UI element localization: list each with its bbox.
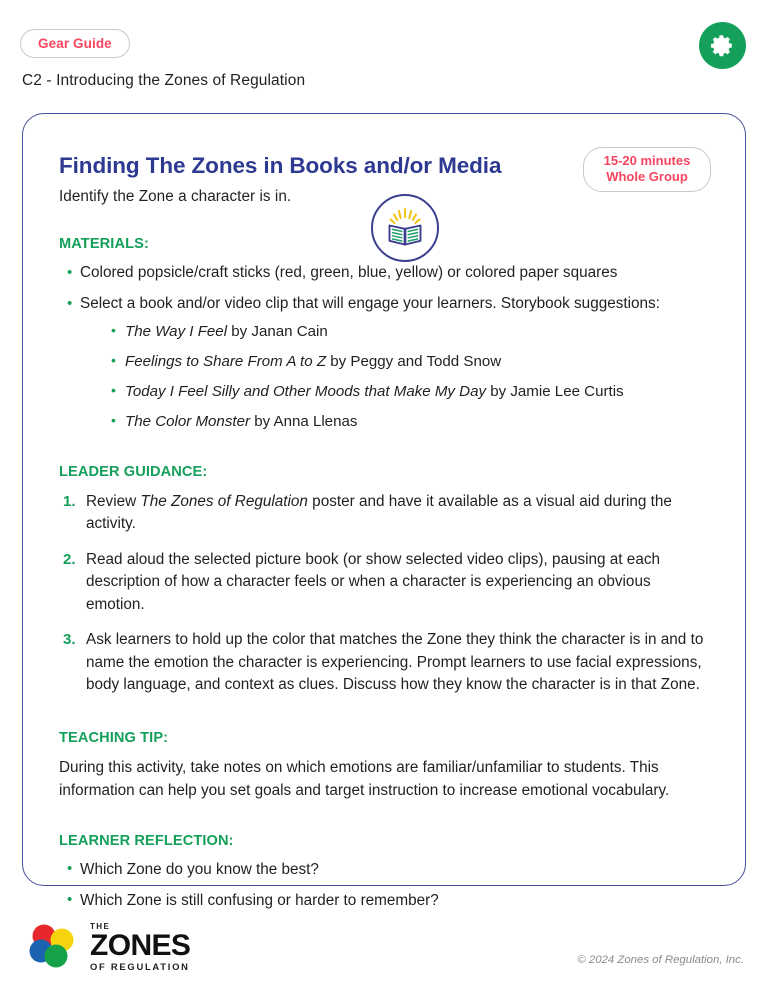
list-item: • Which Zone is still confusing or harder to remember? (59, 890, 709, 912)
list-item (109, 381, 709, 403)
materials-list (59, 262, 709, 433)
page-subtitle: Identify the Zone a character is in. (59, 188, 292, 205)
open-book-icon (371, 194, 439, 262)
page-title: Finding The Zones in Books and/or Media (59, 153, 502, 178)
title-row (59, 152, 709, 206)
duration-label: 15-20 minutes (603, 153, 691, 168)
list-item (59, 491, 709, 536)
logo-of-regulation: OF REGULATION (90, 960, 190, 972)
book-author: by Jamie Lee Curtis (486, 383, 624, 401)
list-item: • Colored popsicle/craft sticks (red, green, blue, yellow) or colored paper squares (59, 262, 709, 284)
step-text-post: poster and have it available as a visual aid during the activity. (86, 492, 672, 533)
gear-icon (699, 22, 746, 69)
copyright-text: © 2024 Zones of Regulation, Inc. (577, 954, 744, 966)
logo-wordmark (90, 923, 190, 971)
zones-logo (28, 921, 190, 973)
materials-heading: MATERIALS: (59, 236, 149, 252)
section-materials (59, 236, 709, 433)
learner-reflection-list (59, 859, 709, 912)
book-author: by Janan Cain (227, 323, 328, 341)
leader-guidance-list (59, 491, 709, 697)
book-title: Today I Feel Silly and Other Moods that Make My Day (125, 383, 487, 401)
book-title: The Color Monster (125, 412, 250, 430)
book-title: The Way I Feel (125, 323, 228, 341)
gear-guide-label: Gear Guide (38, 36, 112, 51)
step-text-pre: Review (86, 492, 141, 510)
activity-card (22, 113, 746, 909)
gear-guide-badge (20, 29, 130, 58)
leader-guidance-heading: LEADER GUIDANCE: (59, 463, 208, 480)
list-item: • Which Zone do you know the best? (59, 859, 709, 881)
list-item (109, 351, 709, 373)
list-item-text: Select a book and/or video clip that will engage your learners. Storybook suggestions: (80, 295, 660, 313)
zones-four-circles-logo (28, 921, 82, 973)
teaching-tip-body: During this activity, take notes on which emotions are familiar/unfamiliar to students. This information can help you set goals and target instruction to increase emotional vocabulary. (59, 758, 670, 799)
teaching-tip-heading: TEACHING TIP: (59, 729, 169, 746)
grouping-label: Whole Group (606, 168, 688, 184)
learner-reflection-heading: LEARNER REFLECTION: (59, 832, 234, 849)
section-learner-reflection (59, 833, 709, 912)
book-author: by Peggy and Todd Snow (326, 353, 502, 371)
list-item (109, 411, 709, 433)
storybook-suggestions-list (109, 321, 709, 433)
list-item (59, 549, 709, 616)
book-title: Feelings to Share From A to Z (125, 353, 327, 371)
step-text-pre: Read aloud the selected picture book (or show selected video clips), pausing at each description of how a character feels or when a character is experiencing an obvious emotion. (86, 550, 660, 613)
list-item (109, 321, 709, 343)
section-teaching-tip (59, 730, 709, 803)
logo-zones: ZONES (90, 929, 191, 962)
step-text-pre: Ask learners to hold up the color that matches the Zone they think the character is in and to name the emotion the character is experiencing. Prompt learners to use facial expressions, body language, and context as clues. Discuss how they know the character is in that Zone. (86, 631, 704, 694)
breadcrumb: C2 - Introducing the Zones of Regulation (22, 72, 306, 89)
section-leader-guidance (59, 464, 709, 697)
time-group-badge (583, 147, 711, 192)
book-author: by Anna Llenas (250, 412, 358, 430)
list-item (59, 629, 709, 696)
logo-the: THE (90, 922, 111, 931)
list-item (59, 293, 709, 433)
step-text-italic: The Zones of Regulation (140, 492, 308, 510)
